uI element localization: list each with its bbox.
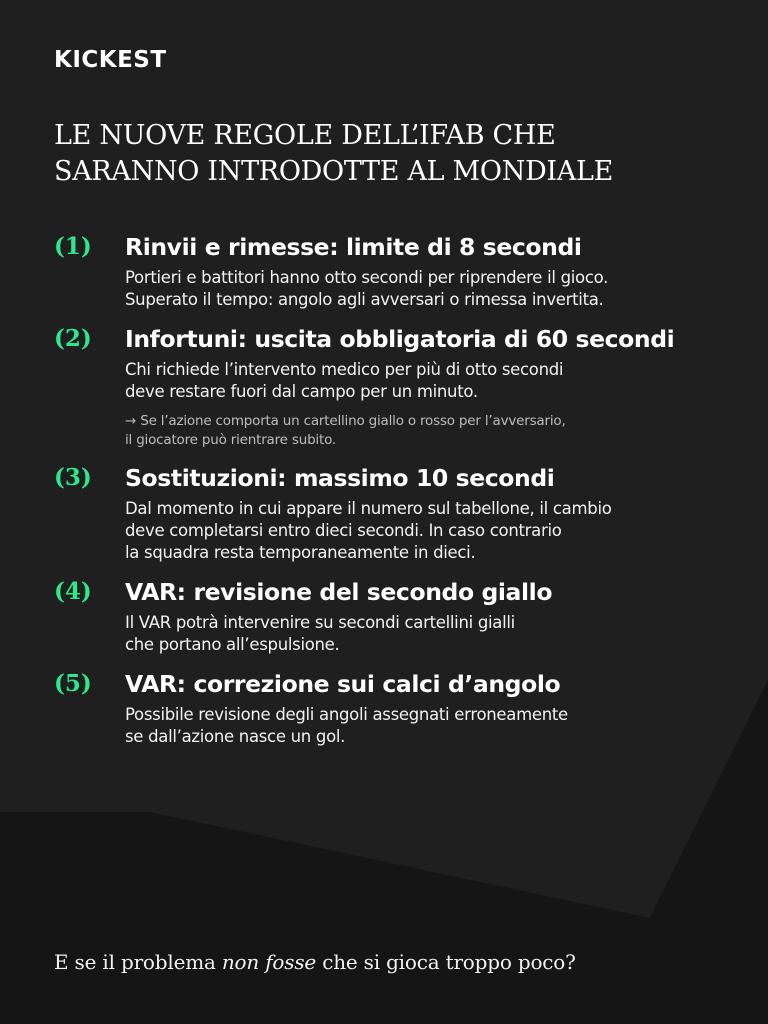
rule-number: (2) bbox=[54, 325, 92, 352]
rule-description: Il VAR potrà intervenire su secondi cartellini gialli che portano all’espulsione. bbox=[125, 613, 515, 654]
rule-description: Chi richiede l’intervento medico per più di otto secondi deve restare fuori dal campo per un minuto. bbox=[125, 360, 564, 401]
rule-number: (3) bbox=[54, 464, 92, 491]
title-line-2: SARANNO INTRODOTTE AL MONDIALE bbox=[54, 156, 614, 187]
rule-description: Dal momento in cui appare il numero sul tabellone, il cambio deve completarsi entro dieci secondi. In caso contrario la squadra resta temporaneamente in dieci. bbox=[125, 499, 612, 562]
rule-description: Possibile revisione degli angoli assegnati erroneamente se dall’azione nasce un gol. bbox=[125, 705, 568, 746]
rule-item-5 bbox=[54, 667, 754, 748]
rule-title: Infortuni: uscita obbligatoria di 60 secondi bbox=[125, 325, 675, 353]
footer-text-before: E se il problema bbox=[54, 950, 222, 974]
rule-title: VAR: revisione del secondo giallo bbox=[125, 578, 553, 606]
brand-logo: KICKEST bbox=[54, 47, 167, 73]
page-title bbox=[54, 118, 734, 190]
rule-description: Portieri e battitori hanno otto secondi per riprendere il gioco. Superato il tempo: angolo agli avversari o rimessa invertita. bbox=[125, 268, 609, 309]
title-line-1: LE NUOVE REGOLE DELL’IFAB CHE bbox=[54, 120, 556, 151]
rule-title: Sostituzioni: massimo 10 secondi bbox=[125, 464, 555, 492]
footer-emphasis: non fosse bbox=[221, 950, 317, 974]
rule-item-4 bbox=[54, 575, 754, 656]
rule-number: (5) bbox=[54, 670, 92, 697]
rule-item-3 bbox=[54, 461, 754, 564]
footer-question bbox=[54, 950, 576, 974]
rule-item-2 bbox=[54, 322, 754, 450]
footer-text-after: che si gioca troppo poco? bbox=[316, 950, 576, 974]
rule-number: (4) bbox=[54, 578, 92, 605]
rule-title: VAR: correzione sui calci d’angolo bbox=[125, 670, 561, 698]
rule-number: (1) bbox=[54, 233, 92, 260]
rule-item-1 bbox=[54, 230, 754, 311]
rule-note: → Se l’azione comporta un cartellino giallo o rosso per l’avversario, il giocatore può rientrare subito. bbox=[125, 413, 566, 448]
rule-title: Rinvii e rimesse: limite di 8 secondi bbox=[125, 233, 582, 261]
rules-list bbox=[54, 230, 754, 759]
